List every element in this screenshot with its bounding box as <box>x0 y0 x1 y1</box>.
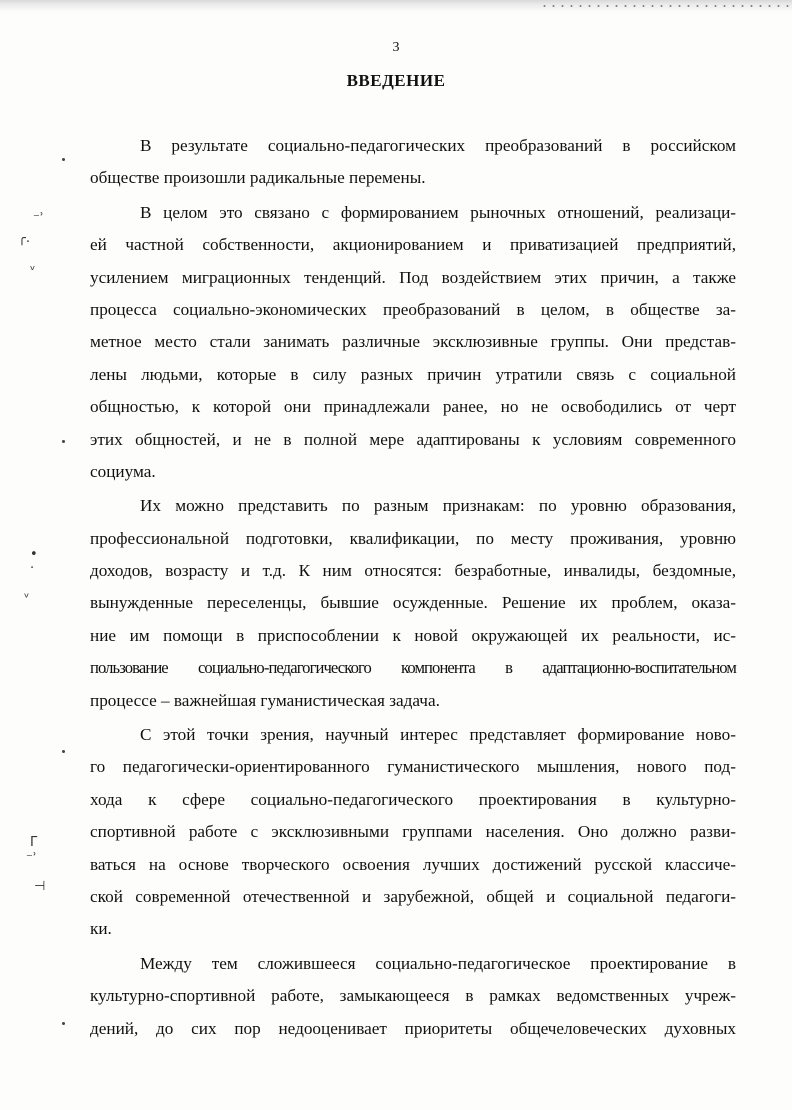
text-line: ваться на основе творческого освоения лучших достижений русской классиче- <box>90 854 736 874</box>
scan-speck <box>62 440 65 443</box>
text-line: обществе произошли радикальные перемены. <box>90 168 426 188</box>
scan-edge <box>0 0 792 12</box>
text-line: этих общностей, и не в полной мере адаптированы к условиям современного <box>90 429 736 449</box>
text-line: профессиональной подготовки, квалификации, по месту проживания, уровню <box>90 528 736 548</box>
text-line: вынужденные переселенцы, бывшие осужденные. Решение их проблем, оказа- <box>90 593 736 613</box>
text-line: культурно-спортивной работе, замыкающееся в рамках ведомственных учреж- <box>90 986 736 1006</box>
text-line: процессе – важнейшая гуманистическая задача. <box>90 690 440 710</box>
page-number: 3 <box>392 40 400 55</box>
page-title: ВВЕДЕНИЕ <box>346 71 446 90</box>
text-line: дений, до сих пор недооценивает приоритеты общечеловеческих духовных <box>90 1018 736 1038</box>
binding-mark: ⁻ʾ <box>33 211 44 226</box>
text-line: В целом это связано с формированием рыночных отношений, реализаци- <box>140 202 736 222</box>
text-line: ние им помощи в приспособлении к новой окружающей их реальности, ис- <box>90 625 736 645</box>
binding-mark: ╭. <box>18 231 30 246</box>
text-line: доходов, возрасту и т.д. К ним относятся: безработные, инвалиды, бездомные, <box>90 561 736 581</box>
binding-mark: ⊣ <box>34 879 46 894</box>
scan-speck <box>62 750 65 753</box>
text-line: пользование социально-педагогического компонента в адаптационно-воспитательном <box>90 658 736 678</box>
text-line: спортивной работе с эксклюзивными группами населения. Оно должно разви- <box>90 822 736 842</box>
text-line: Между тем сложившееся социально-педагогическое проектирование в <box>140 953 736 973</box>
text-line: процесса социально-экономических преобразований в целом, в обществе за- <box>90 299 736 319</box>
binding-mark: ᵥ <box>30 259 36 274</box>
binding-mark: ᵛ <box>24 591 30 606</box>
text-line: метное место стали занимать различные эксклюзивные группы. Они представ- <box>90 332 736 352</box>
body-text <box>90 130 736 1045</box>
text-line: ей частной собственности, акционированием и приватизацией предприятий, <box>90 235 736 255</box>
text-line: С этой точки зрения, научный интерес представляет формирование ново- <box>140 725 736 745</box>
text-line: Их можно представить по разным признакам: по уровню образования, <box>140 496 736 516</box>
text-line: ской современной отечественной и зарубежной, общей и социальной педагоги- <box>90 886 736 906</box>
binding-mark: · <box>30 561 35 576</box>
binding-mark: Г <box>30 835 38 850</box>
text-line: лены людьми, которые в силу разных причин утратили связь с социальной <box>90 364 736 384</box>
binding-mark: ⁻ʾ <box>26 851 37 866</box>
scan-speck <box>62 1022 65 1025</box>
text-line: ки. <box>90 919 112 939</box>
text-line: общностью, к которой они принадлежали ранее, но не освободились от черт <box>90 397 736 417</box>
text-line: усилением миграционных тенденций. Под воздействием этих причин, а также <box>90 267 736 287</box>
scan-speck <box>62 158 65 161</box>
binding-mark: • <box>30 547 38 562</box>
text-line: хода к сфере социально-педагогического проектирования в культурно- <box>90 789 736 809</box>
text-line: В результате социально-педагогических преобразований в российском <box>140 136 736 155</box>
text-line: го педагогически-ориентированного гуманистического мышления, нового под- <box>90 757 736 777</box>
text-line: социума. <box>90 461 156 481</box>
